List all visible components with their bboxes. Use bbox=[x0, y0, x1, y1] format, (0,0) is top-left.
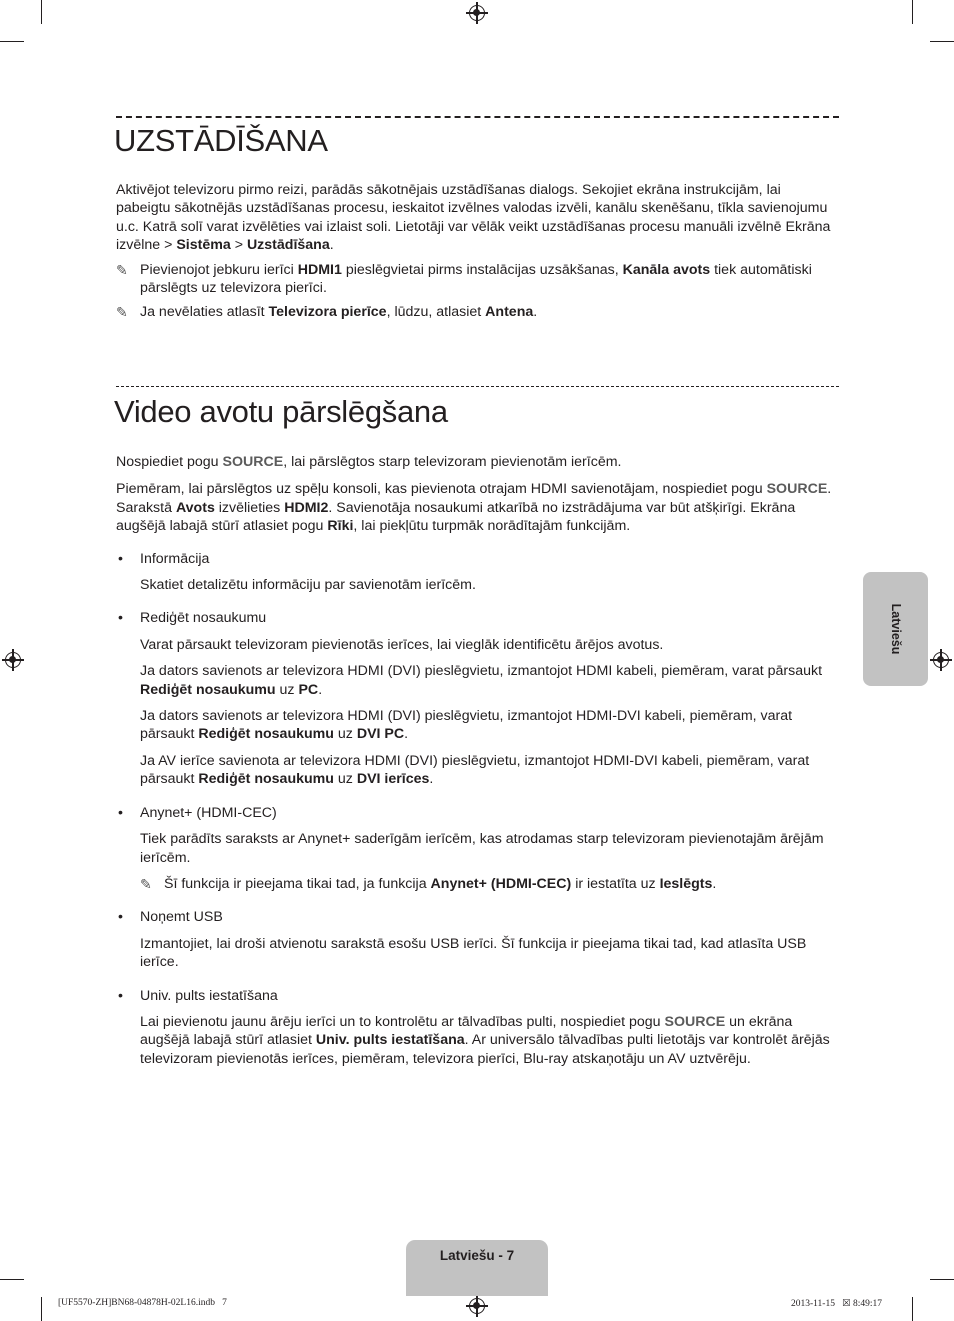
registration-mark-icon bbox=[469, 5, 485, 21]
paragraph: Izmantojiet, lai droši atvienotu sarakstā esošu USB ierīci. Šī funkcija ir pieejama tikai tad, kad atlasīta USB ierīce. bbox=[140, 935, 807, 971]
language-side-tab bbox=[863, 572, 928, 686]
crop-mark bbox=[912, 0, 913, 24]
crop-mark bbox=[0, 1279, 24, 1280]
list-item: • Rediģēt nosaukumu bbox=[116, 609, 838, 627]
note-wrapper bbox=[116, 875, 838, 893]
registration-mark-icon bbox=[933, 652, 949, 668]
registration-mark-icon bbox=[5, 652, 21, 668]
pencil-note-icon: ✎ bbox=[140, 875, 152, 892]
paragraph: Lai pievienotu jaunu ārēju ierīci un to kontrolētu ar tālvadības pulti, nospiediet pogu SOURCE un ekrāna augšējā labajā stūrī atlasiet Univ. pults iestatīšana. Ar universālo tālvadības pulti lietotājs var kontrolēt ārējās televizoram pievienotās ierīces, piemēram, televizora pierīci, Blu-ray atskaņotāju un AV uztvērēju. bbox=[140, 1013, 830, 1067]
paragraph: Skatiet detalizētu informāciju par savienotām ierīcēm. bbox=[140, 577, 476, 594]
section-title: Video avotu pārslēgšana bbox=[114, 394, 448, 429]
note: ✎ Šī funkcija ir pieejama tikai tad, ja funkcija Anynet+ (HDMI-CEC) ir iestatīta uz Ieslēgts. bbox=[140, 875, 717, 892]
registration-mark-icon bbox=[469, 1298, 485, 1314]
section-body bbox=[116, 181, 838, 328]
paragraph: Piemēram, lai pārslēgtos uz spēļu konsoli, kas pievienota otrajam HDMI savienotājam, nospiediet pogu SOURCE. Sarakstā Avots izvēlieties HDMI2. Savienotāja nosaukumi atkarībā no izstrādājuma var būt atšķirīgi. Ekrāna augšējā labajā stūrī atlasiet pogu Rīki, lai piekļūtu turpmāk norādītajām funkcijām. bbox=[116, 481, 832, 535]
crop-mark bbox=[930, 41, 954, 42]
list-item: • Noņemt USB bbox=[116, 908, 838, 926]
crop-mark bbox=[41, 1297, 42, 1321]
paragraph: Ja dators savienots ar televizora HDMI (DVI) pieslēgvietu, izmantojot HDMI-DVI kabeli, piemēram, varat pārsaukt Rediģēt nosaukumu uz DVI PC. bbox=[140, 708, 793, 743]
list-item: • Anynet+ (HDMI-CEC) bbox=[116, 804, 838, 822]
crop-mark bbox=[912, 1297, 913, 1321]
page-number: Latviešu - 7 bbox=[439, 1248, 515, 1263]
paragraph: Ja dators savienots ar televizora HDMI (DVI) pieslēgvietu, izmantojot HDMI kabeli, piemēram, varat pārsaukt Rediģēt nosaukumu uz PC. bbox=[140, 663, 823, 698]
pencil-note-icon: ✎ bbox=[116, 261, 128, 278]
paragraph: Tiek parādīts saraksts ar Anynet+ saderīgām ierīcēm, kas atrodamas starp televizoram pievienotajām ārējām ierīcēm. bbox=[140, 831, 824, 866]
crop-mark bbox=[0, 41, 24, 42]
pencil-note-icon: ✎ bbox=[116, 304, 128, 321]
crop-mark bbox=[930, 1279, 954, 1280]
footer-timestamp: 2013-11-15 ☒ 8:49:17 bbox=[791, 1299, 883, 1309]
section-divider bbox=[116, 386, 839, 387]
section-divider bbox=[116, 116, 839, 118]
list-item: • Informācija bbox=[116, 550, 838, 568]
paragraph: Ja AV ierīce savienota ar televizora HDMI (DVI) pieslēgvietu, izmantojot HDMI-DVI kabeli, piemēram, varat pārsaukt Rediģēt nosaukumu uz DVI ierīces. bbox=[140, 752, 810, 788]
intro-paragraph: Aktivējot televizoru pirmo reizi, parādās sākotnējais uzstādīšanas dialogs. Sekojiet ekrāna instrukcijām, lai pabeigtu sākotnējās uzstādīšanas procesu, ieskaitot izvēlnes valodas izvēli, kanālu skenēšanu, tīkla savienojumu u.c. Katrā solī varat izvēlēties vai izlaist soli. Lietotāji var vēlāk veikt uzstādīšanas procesu manuāli izvēlnē Ekrāna izvēlne > Sistēma > Uzstādīšana. bbox=[116, 182, 831, 254]
paragraph: Nospiediet pogu SOURCE, lai pārslēgtos starp televizoram pievienotām ierīcēm. bbox=[116, 454, 622, 470]
list-item: • Univ. pults iestatīšana bbox=[116, 987, 838, 1005]
section-body bbox=[116, 453, 838, 1076]
crop-mark bbox=[41, 0, 42, 24]
note: ✎ Ja nevēlaties atlasīt Televizora pierīce, lūdzu, atlasiet Antena. bbox=[116, 304, 538, 321]
note: ✎ Pievienojot jebkuru ierīci HDMI1 pieslēgvietai pirms instalācijas uzsākšanas, Kanāla avots tiek automātiski pārslēgts uz televizora pierīci. bbox=[116, 261, 812, 297]
paragraph: Varat pārsaukt televizoram pievienotās ierīces, lai vieglāk identificētu ārējos avotus. bbox=[140, 636, 664, 653]
page-number-box bbox=[406, 1240, 548, 1296]
side-tab-label: Latviešu bbox=[888, 603, 903, 655]
section-title: UZSTĀDĪŠANA bbox=[114, 123, 328, 158]
footer-file-info: [UF5570-ZH]BN68-04878H-02L16.indb 7 bbox=[58, 1298, 227, 1308]
